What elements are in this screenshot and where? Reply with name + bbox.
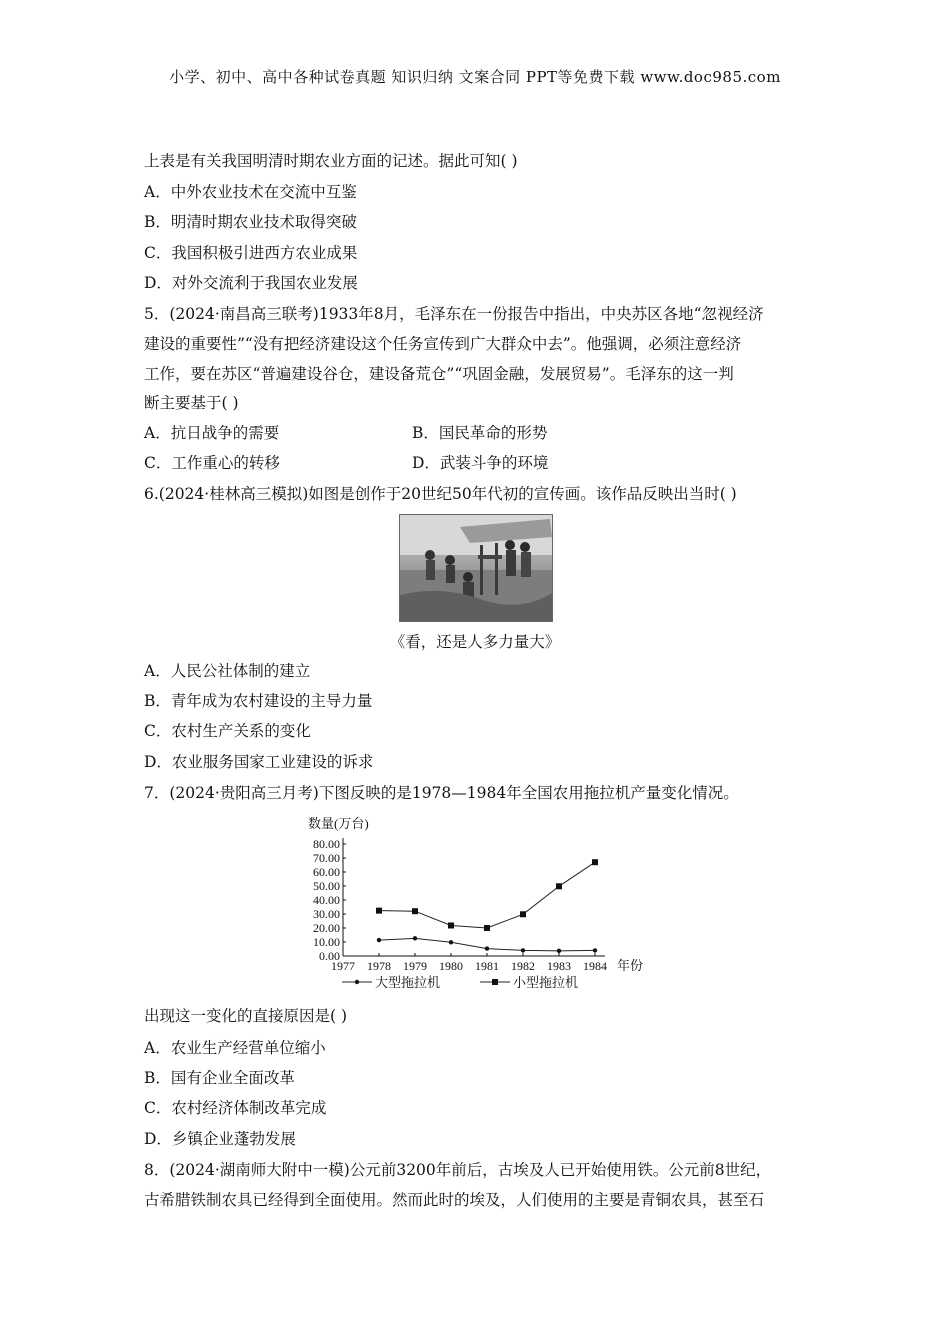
legend-label-1: 大型拖拉机 [375, 975, 441, 990]
x-tick-label: 1982 [511, 959, 535, 973]
q4-option-d: D．对外交流利于我国农业发展 [144, 274, 358, 292]
page-header: 小学、初中、高中各种试卷真题 知识归纳 文案合同 PPT等免费下载 www.doc985.com [169, 68, 781, 86]
chart-svg [300, 812, 680, 997]
x-tick-label: 1981 [475, 959, 499, 973]
q5-option-b: B．国民革命的形势 [412, 424, 548, 442]
legend-marker-circle [355, 980, 359, 984]
y-tick-label: 40.00 [313, 893, 340, 907]
q5-line-1: 5．(2024·南昌高三联考)1933年8月，毛泽东在一份报告中指出，中央苏区各地“忽视经济 [144, 305, 764, 323]
q5-option-c: C．工作重心的转移 [144, 454, 280, 472]
q7-option-a: A．农业生产经营单位缩小 [144, 1039, 326, 1057]
data-point-square [448, 922, 454, 928]
q6-option-b: B．青年成为农村建设的主导力量 [144, 692, 373, 710]
data-point-square [592, 859, 598, 865]
q7-option-b: B．国有企业全面改革 [144, 1069, 295, 1087]
y-tick-label: 70.00 [313, 851, 340, 865]
data-point-square [412, 908, 418, 914]
x-tick-label: 1977 [331, 959, 355, 973]
y-tick-label: 20.00 [313, 921, 340, 935]
q6-stem: 6.(2024·桂林高三模拟)如图是创作于20世纪50年代初的宣传画。该作品反映出当时( ) [144, 485, 737, 503]
q7-option-c: C．农村经济体制改革完成 [144, 1099, 327, 1117]
x-tick-label: 1983 [547, 959, 571, 973]
q4-option-b: B．明清时期农业技术取得突破 [144, 213, 357, 231]
data-point-circle [377, 938, 381, 942]
legend-marker-square [492, 979, 498, 985]
series-line-2 [379, 862, 595, 928]
y-tick-label: 10.00 [313, 935, 340, 949]
data-point-square [520, 911, 526, 917]
y-tick-label: 0.00 [319, 949, 340, 963]
q8-line-2: 古希腊铁制农具已经得到全面使用。然而此时的埃及，人们使用的主要是青铜农具，甚至石 [144, 1191, 765, 1209]
x-tick-label: 1979 [403, 959, 427, 973]
data-point-circle [593, 948, 597, 952]
data-point-circle [485, 946, 489, 950]
x-tick-label: 1984 [583, 959, 607, 973]
x-tick-label: 1980 [439, 959, 463, 973]
q6-option-c: C．农村生产关系的变化 [144, 722, 311, 740]
q7-follow-up: 出现这一变化的直接原因是( ) [144, 1007, 348, 1025]
data-point-circle [557, 949, 561, 953]
q5-line-3: 工作，要在苏区“普遍建设谷仓，建设备荒仓”“巩固金融，发展贸易”。毛泽东的这一判 [144, 365, 734, 383]
q4-stem: 上表是有关我国明清时期农业方面的记述。据此可知( ) [144, 152, 518, 170]
q7-stem: 7．(2024·贵阳高三月考)下图反映的是1978—1984年全国农用拖拉机产量变化情况。 [144, 784, 739, 802]
painting-illustration [400, 515, 552, 621]
y-tick-label: 80.00 [313, 837, 340, 851]
q8-line-1: 8．(2024·湖南师大附中一模)公元前3200年前后，古埃及人已开始使用铁。公元前8世纪， [144, 1161, 772, 1179]
data-point-circle [521, 948, 525, 952]
y-tick-label: 30.00 [313, 907, 340, 921]
data-point-square [484, 925, 490, 931]
data-point-square [376, 908, 382, 914]
q5-option-d: D．武装斗争的环境 [412, 454, 549, 472]
painting-caption: 《看，还是人多力量大》 [389, 633, 561, 651]
q5-line-2: 建设的重要性”“没有把经济建设这个任务宣传到广大群众中去”。他强调，必须注意经济 [144, 335, 742, 353]
q5-line-4: 断主要基于( ) [144, 394, 239, 412]
q4-option-a: A．中外农业技术在交流中互鉴 [144, 183, 357, 201]
x-tick-label: 1978 [367, 959, 391, 973]
q7-option-d: D．乡镇企业蓬勃发展 [144, 1130, 296, 1148]
y-tick-label: 50.00 [313, 879, 340, 893]
tractor-production-chart [300, 812, 680, 1001]
data-point-square [556, 883, 562, 889]
propaganda-painting-image [399, 514, 553, 622]
q5-option-a: A．抗日战争的需要 [144, 424, 280, 442]
data-point-circle [413, 936, 417, 940]
y-tick-label: 60.00 [313, 865, 340, 879]
q6-option-d: D．农业服务国家工业建设的诉求 [144, 753, 374, 771]
legend-label-2: 小型拖拉机 [513, 975, 579, 990]
y-axis-label: 数量(万台) [308, 816, 369, 831]
data-point-circle [449, 940, 453, 944]
q4-option-c: C．我国积极引进西方农业成果 [144, 244, 358, 262]
x-axis-label: 年份 [617, 958, 644, 973]
q6-option-a: A．人民公社体制的建立 [144, 662, 311, 680]
